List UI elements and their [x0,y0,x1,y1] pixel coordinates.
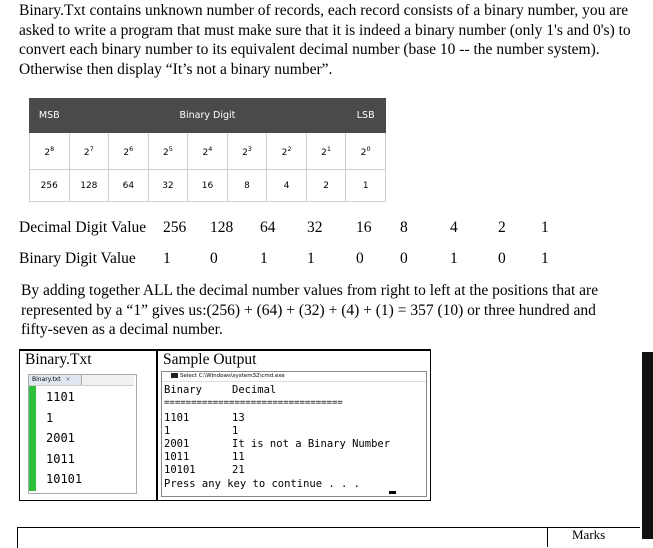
decimal-value: 256 [163,219,187,236]
file-line: 10101 [46,472,83,486]
power-cell [267,133,307,170]
file-line: 2001 [46,431,75,445]
value-cell: 1 [346,170,386,202]
decimal-value: 16 [356,219,372,236]
binary-value: 1 [260,250,268,267]
decimal-value: 32 [307,219,323,236]
binary-txt-title: Binary.Txt [25,351,92,368]
value-cell: 2 [306,170,346,202]
console-binary-value: 1 [164,425,171,437]
power-exponent: 4 [208,144,213,153]
binary-value: 1 [450,250,458,267]
power-base: 2 [44,147,51,158]
editor-tab[interactable] [29,375,82,385]
console-decimal-value: 21 [232,464,245,476]
marks-label: Marks [572,527,606,542]
marks-divider [547,527,548,547]
value-cell: 128 [69,170,109,202]
decimal-value: 64 [260,219,276,236]
binary-row-label: Binary Digit Value [19,250,136,267]
value-cell: 256 [30,170,70,202]
binary-value: 1 [163,250,171,267]
power-base: 2 [360,147,367,158]
cmd-icon [171,373,178,378]
power-cell [30,133,70,170]
power-base: 2 [83,147,90,158]
value-cell: 32 [148,170,188,202]
decimal-value: 1 [541,219,549,236]
console-decimal-value: 11 [232,451,245,463]
decimal-row-label: Decimal Digit Value [19,219,147,236]
decimal-value: 2 [498,219,506,236]
lsb-header: LSB [346,99,386,133]
console-decimal-value: 13 [232,412,245,424]
console-decimal-value: It is not a Binary Number [232,438,391,450]
value-cell: 4 [267,170,307,202]
file-line: 1 [46,410,54,425]
power-base: 2 [202,147,209,158]
editor-screenshot [28,374,137,494]
sample-output-panel [157,349,431,501]
power-cell [346,133,386,170]
power-base: 2 [321,147,327,158]
file-line: 1101 [46,390,75,404]
power-exponent: 1 [326,144,332,153]
binary-value: 1 [541,250,549,267]
editor-tab-label: Binary.txt [32,376,61,383]
console-header-binary: Binary [164,384,202,396]
console-decimal-value: 1 [232,425,239,437]
power-base: 2 [281,147,288,158]
msb-header: MSB [30,99,70,133]
power-cell [306,133,346,170]
sample-output-title: Sample Output [163,351,257,368]
power-base: 2 [242,147,248,158]
file-line: 1011 [46,451,75,466]
summary-paragraph: By adding together ALL the decimal number values from right to left at the positions that are represented by a “1” gives us:(256) + (64) + (32) + (4) + (1) = 357 (10) or three hundred and fifty-seven as a decimal number. [21,282,599,338]
decimal-value: 4 [450,219,458,236]
value-cell: 8 [227,170,267,202]
console-window-title: Select C:\Windows\system32\cmd.exe [180,373,285,379]
power-exponent: 5 [168,144,173,153]
editor-gutter [29,386,36,491]
power-cell [227,133,267,170]
value-cell: 64 [109,170,149,202]
power-cell [109,133,149,170]
power-base: 2 [162,147,169,158]
console-binary-value: 1101 [164,412,190,424]
console-binary-value: 10101 [164,464,196,476]
console-footer: Press any key to continue . . . [164,478,360,490]
console-title-bar [162,372,426,382]
console-binary-value: 1011 [164,451,190,463]
power-cell [188,133,228,170]
decimal-value: 128 [210,219,234,236]
power-exponent: 3 [247,144,252,153]
power-row [30,133,386,170]
console-separator: ================================= [164,398,343,408]
console-header-decimal: Decimal [232,384,277,396]
binary-txt-panel [19,349,157,501]
power-exponent: 7 [89,144,94,153]
power-exponent: 8 [50,144,55,153]
console-binary-value: 2001 [164,438,190,450]
value-cell: 16 [188,170,228,202]
binary-digit-header: Binary Digit [69,99,346,133]
binary-value: 0 [400,250,408,267]
power-exponent: 6 [129,144,134,153]
power-cell [69,133,109,170]
power-exponent: 2 [287,144,292,153]
console-window [161,371,427,497]
binary-value: 0 [356,250,364,267]
console-cursor [389,491,396,494]
power-base: 2 [123,147,130,158]
decimal-value: 8 [400,219,408,236]
value-row [30,170,386,202]
scrollbar-strip [642,352,653,539]
power-cell [148,133,188,170]
power-exponent: 0 [366,144,371,153]
binary-value: 1 [307,250,315,267]
binary-digit-table [29,98,386,202]
close-icon[interactable]: × [65,376,71,383]
table-header-row [30,99,386,133]
binary-value: 0 [210,250,218,267]
intro-paragraph: Binary.Txt contains unknown number of records, each record consists of a binary number, you are asked to write a program that must make sure that it is indeed a binary number (only 1's and 0's) to convert each binary number to its equivalent decimal number (base 10 -- the number system). Otherwise then display “It’s not a binary number”. [19,2,631,78]
binary-value: 0 [498,250,506,267]
